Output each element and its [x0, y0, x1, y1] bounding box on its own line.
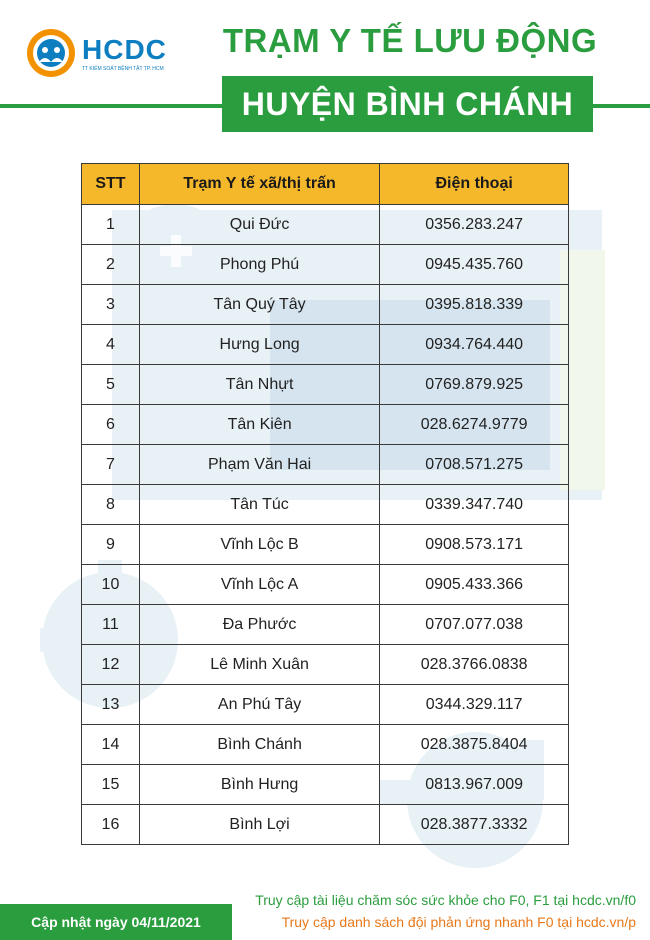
row-station-name: An Phú Tây	[139, 685, 379, 725]
row-station-name: Lê Minh Xuân	[139, 645, 379, 685]
logo-text: HCDC	[82, 34, 167, 65]
row-station-name: Tân Nhựt	[139, 365, 379, 405]
row-phone: 0945.435.760	[380, 245, 569, 285]
row-stt: 4	[82, 325, 140, 365]
hcdc-logo	[22, 24, 172, 84]
row-stt: 5	[82, 365, 140, 405]
row-phone: 0934.764.440	[380, 325, 569, 365]
row-stt: 9	[82, 525, 140, 565]
row-stt: 11	[82, 605, 140, 645]
district-banner	[222, 76, 593, 132]
row-phone: 0905.433.366	[380, 565, 569, 605]
row-phone: 028.3766.0838	[380, 645, 569, 685]
row-station-name: Phong Phú	[139, 245, 379, 285]
footer-link-f0: Truy cập tài liệu chăm sóc sức khỏe cho F0, F1 tại hcdc.vn/f0	[255, 892, 636, 908]
column-header-station: Trạm Y tế xã/thị trấn	[139, 164, 379, 205]
row-station-name: Tân Quý Tây	[139, 285, 379, 325]
row-phone: 0708.571.275	[380, 445, 569, 485]
row-stt: 15	[82, 765, 140, 805]
row-station-name: Đa Phước	[139, 605, 379, 645]
table-body	[82, 205, 569, 845]
row-phone: 028.3875.8404	[380, 725, 569, 765]
updated-date: Cập nhật ngày 04/11/2021	[31, 914, 201, 930]
row-stt: 10	[82, 565, 140, 605]
table-row	[82, 565, 569, 605]
footer-link-rapid-response: Truy cập danh sách đội phản ứng nhanh F0 tại hcdc.vn/p	[281, 914, 636, 930]
row-stt: 16	[82, 805, 140, 845]
row-phone: 0356.283.247	[380, 205, 569, 245]
updated-date-banner	[0, 904, 232, 940]
row-phone: 0707.077.038	[380, 605, 569, 645]
row-station-name: Vĩnh Lộc B	[139, 525, 379, 565]
row-station-name: Bình Hưng	[139, 765, 379, 805]
row-station-name: Vĩnh Lộc A	[139, 565, 379, 605]
row-stt: 8	[82, 485, 140, 525]
table-header	[82, 164, 569, 205]
table-row	[82, 485, 569, 525]
row-stt: 2	[82, 245, 140, 285]
row-station-name: Tân Kiên	[139, 405, 379, 445]
station-table	[81, 163, 569, 845]
table-row	[82, 605, 569, 645]
table-header-row	[82, 164, 569, 205]
row-stt: 12	[82, 645, 140, 685]
table-row	[82, 685, 569, 725]
row-phone: 0769.879.925	[380, 365, 569, 405]
table-row	[82, 805, 569, 845]
table-row	[82, 645, 569, 685]
row-phone: 0339.347.740	[380, 485, 569, 525]
table-row	[82, 405, 569, 445]
row-stt: 6	[82, 405, 140, 445]
row-station-name: Qui Đức	[139, 205, 379, 245]
row-station-name: Phạm Văn Hai	[139, 445, 379, 485]
row-phone: 0813.967.009	[380, 765, 569, 805]
column-header-phone: Điện thoại	[380, 164, 569, 205]
row-station-name: Bình Chánh	[139, 725, 379, 765]
logo-subtitle: TT KIỂM SOÁT BỆNH TẬT TP. HCM	[82, 66, 164, 72]
table-row	[82, 365, 569, 405]
row-station-name: Hưng Long	[139, 325, 379, 365]
table-row	[82, 725, 569, 765]
district-title: HUYỆN BÌNH CHÁNH	[241, 85, 574, 122]
table-row	[82, 205, 569, 245]
table-row	[82, 325, 569, 365]
row-phone: 028.3877.3332	[380, 805, 569, 845]
table-row	[82, 245, 569, 285]
row-phone: 0344.329.117	[380, 685, 569, 725]
row-stt: 13	[82, 685, 140, 725]
page-title: TRẠM Y TẾ LƯU ĐỘNG	[222, 22, 598, 59]
table-row	[82, 765, 569, 805]
row-stt: 3	[82, 285, 140, 325]
table-row	[82, 445, 569, 485]
row-stt: 7	[82, 445, 140, 485]
row-stt: 14	[82, 725, 140, 765]
row-station-name: Bình Lợi	[139, 805, 379, 845]
column-header-stt: STT	[82, 164, 140, 205]
row-phone: 0908.573.171	[380, 525, 569, 565]
row-phone: 0395.818.339	[380, 285, 569, 325]
hcdc-emblem-icon	[26, 28, 76, 78]
table-row	[82, 285, 569, 325]
row-stt: 1	[82, 205, 140, 245]
row-station-name: Tân Túc	[139, 485, 379, 525]
table-row	[82, 525, 569, 565]
row-phone: 028.6274.9779	[380, 405, 569, 445]
